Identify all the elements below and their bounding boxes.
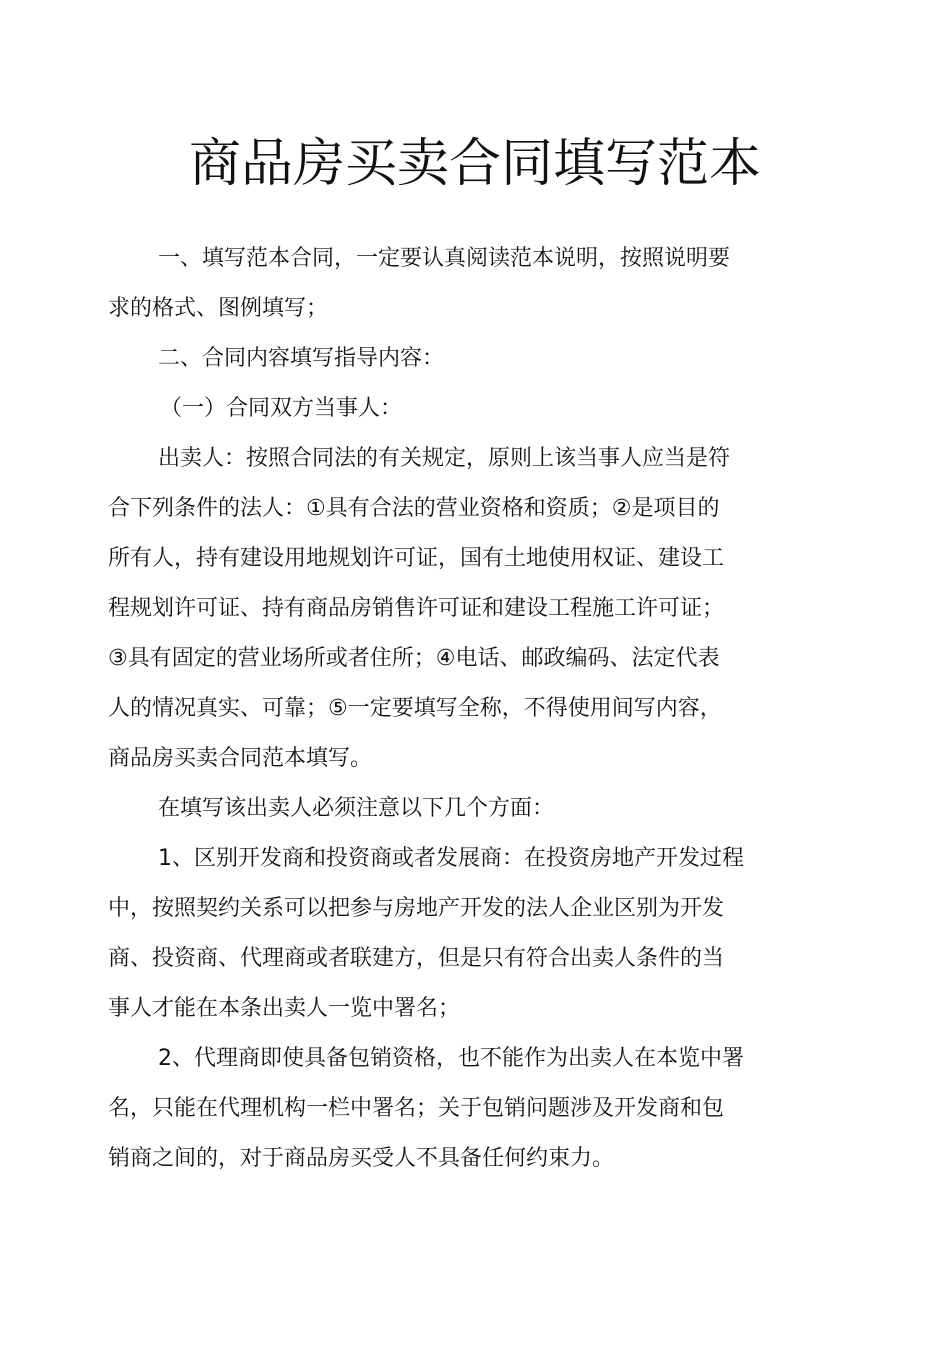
paragraph-line: 销商之间的，对于商品房买受人不具备任何约束力。 xyxy=(108,1146,615,1171)
paragraph-line: （一）合同双方当事人： xyxy=(160,396,403,421)
paragraph-line: 二、合同内容填写指导内容： xyxy=(158,346,445,371)
paragraph-line: 名，只能在代理机构一栏中署名；关于包销问题涉及开发商和包 xyxy=(108,1096,725,1121)
paragraph-line: 程规划许可证、持有商品房销售许可证和建设工程施工许可证； xyxy=(108,596,725,621)
paragraph-line: 中，按照契约关系可以把参与房地产开发的法人企业区别为开发 xyxy=(108,896,725,921)
document-title: 商品房买卖合同填写范本 xyxy=(188,134,761,194)
paragraph-line: 在填写该出卖人必须注意以下几个方面： xyxy=(158,796,555,821)
paragraph-line: 一、填写范本合同，一定要认真阅读范本说明，按照说明要 xyxy=(158,246,731,271)
paragraph-line: 合下列条件的法人：①具有合法的营业资格和资质；②是项目的 xyxy=(108,496,720,521)
paragraph-line: 商品房买卖合同范本填写。 xyxy=(108,746,373,771)
paragraph-line: 2、代理商即使具备包销资格，也不能作为出卖人在本览中署 xyxy=(158,1046,744,1071)
paragraph-line: 所有人，持有建设用地规划许可证，国有土地使用权证、建设工 xyxy=(108,546,725,571)
paragraph-line: 人的情况真实、可靠；⑤一定要填写全称，不得使用间写内容， xyxy=(108,696,722,721)
paragraph-line: 求的格式、图例填写； xyxy=(108,296,329,321)
paragraph-line: 商、投资商、代理商或者联建方，但是只有符合出卖人条件的当 xyxy=(108,946,725,971)
paragraph-line: 1、区别开发商和投资商或者发展商：在投资房地产开发过程 xyxy=(158,846,744,871)
paragraph-line: ③具有固定的营业场所或者住所；④电话、邮政编码、法定代表 xyxy=(108,646,720,671)
paragraph-line: 出卖人：按照合同法的有关规定，原则上该当事人应当是符 xyxy=(158,446,731,471)
paragraph-line: 事人才能在本条出卖人一览中署名； xyxy=(108,996,461,1021)
